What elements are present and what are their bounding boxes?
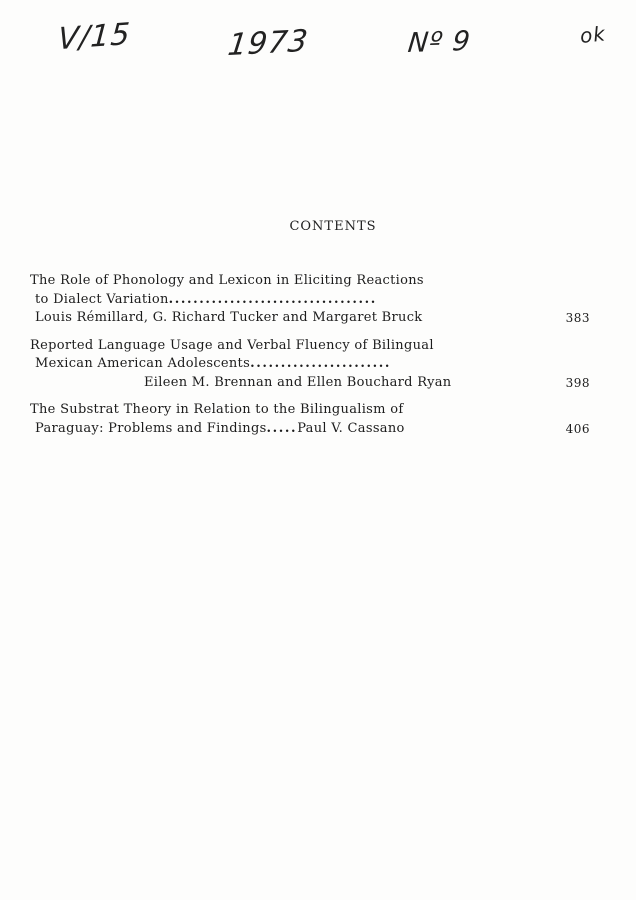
toc-entry-2 [30, 337, 610, 393]
table-of-contents [30, 272, 610, 438]
toc-entry-title-line2 [30, 355, 610, 374]
toc-entry-title-line1: The Substrat Theory in Relation to the Bilingualism of [30, 402, 404, 417]
contents-heading-text: CONTENTS [289, 219, 377, 234]
toc-entry-authors: Eileen M. Brennan and Ellen Bouchard Ryan [144, 374, 452, 390]
toc-entry-page-number: 406 [565, 421, 590, 436]
toc-entry-authors-line [30, 309, 610, 328]
toc-entry-1 [30, 272, 610, 328]
handwritten-year-note: 1973 [225, 23, 311, 64]
toc-leader-dots: ....................... [250, 356, 391, 371]
toc-entry-title-text: Paraguay: Problems and Findings [35, 420, 267, 436]
contents-heading [0, 219, 636, 234]
toc-entry-authors-line [30, 374, 610, 393]
toc-leader-dots: .................................. [168, 291, 377, 307]
toc-entry-3 [30, 401, 610, 438]
toc-entry-page-number: 398 [565, 375, 590, 390]
toc-entry-title-line2 [30, 420, 610, 439]
toc-entry-title-text: Mexican American Adolescents [35, 356, 251, 371]
toc-entry-title-line1: Reported Language Usage and Verbal Fluency of Bilingual [30, 337, 434, 353]
toc-entry-authors: Louis Rémillard, G. Richard Tucker and Margaret Bruck [35, 310, 423, 325]
handwritten-number-note: Nº 9 [406, 25, 473, 60]
toc-entry-authors: Paul V. Cassano [297, 420, 405, 436]
toc-entry-page-number: 383 [565, 311, 590, 325]
toc-entry-title-line1: The Role of Phonology and Lexicon in Eliciting Reactions [30, 273, 424, 288]
toc-entry-title-line2 [30, 291, 610, 310]
toc-entry-title-text: to Dialect Variation [35, 291, 169, 307]
handwritten-ok-note: ok [578, 21, 607, 48]
handwritten-volume-note: V/15 [56, 16, 132, 58]
toc-leader-dots: ..... [266, 420, 298, 436]
